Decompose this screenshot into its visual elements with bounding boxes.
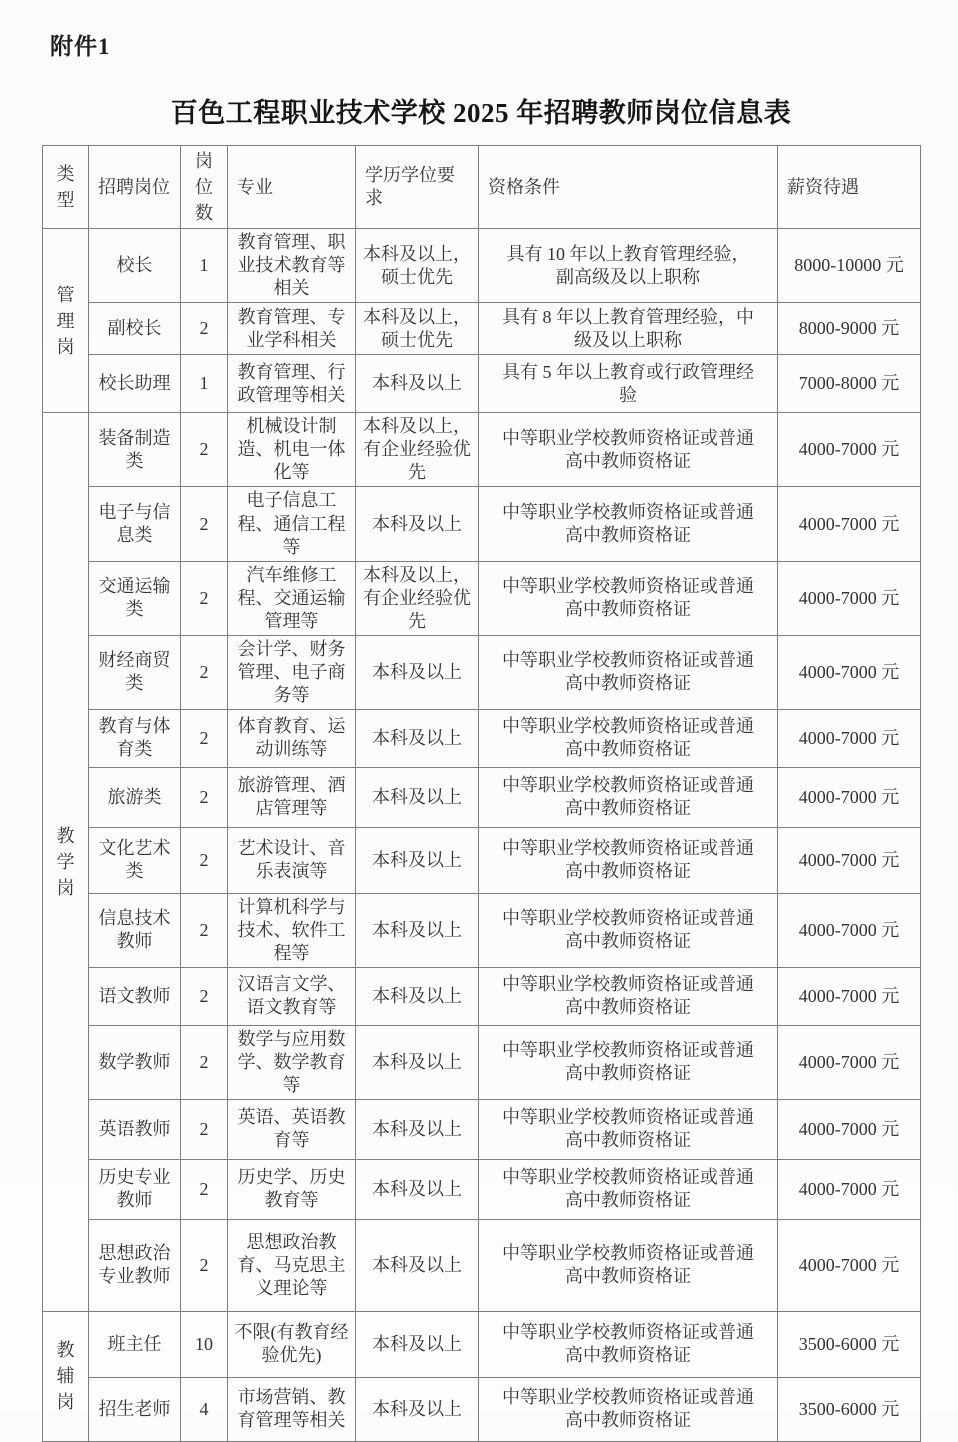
cell-degree: 本科及以上: [356, 967, 479, 1025]
cell-degree: 本科及以上: [356, 893, 479, 967]
cell-salary: 4000-7000 元: [778, 561, 921, 635]
cell-position: 数学教师: [89, 1025, 181, 1099]
cell-major: 会计学、财务管理、电子商务等: [228, 635, 356, 709]
cell-major: 不限(有教育经验优先): [228, 1311, 356, 1377]
group-label-management: 管理岗: [56, 284, 75, 357]
table-row: [43, 767, 921, 827]
cell-degree: 本科及以上: [356, 767, 479, 827]
cell-post-count: 1: [181, 355, 228, 413]
cell-major: 英语、英语教育等: [228, 1099, 356, 1159]
cell-qualification: 中等职业学校教师资格证或普通高中教师资格证: [479, 1025, 778, 1099]
group-label-teaching: 教学岗: [56, 826, 75, 899]
cell-post-count: 2: [181, 487, 228, 561]
cell-post-count: 2: [181, 413, 228, 487]
cell-position: 招生老师: [89, 1377, 181, 1441]
header-count: [181, 146, 228, 229]
header-type: [43, 146, 89, 229]
cell-major: 旅游管理、酒店管理等: [228, 767, 356, 827]
cell-salary: 4000-7000 元: [778, 1099, 921, 1159]
cell-degree: 本科及以上: [356, 635, 479, 709]
cell-position: 思想政治专业教师: [89, 1219, 181, 1311]
table-row: [43, 1025, 921, 1099]
cell-qualification: 中等职业学校教师资格证或普通高中教师资格证: [479, 561, 778, 635]
cell-post-count: 2: [181, 303, 228, 355]
group-cell-support: [43, 1311, 89, 1441]
table-row: [43, 1377, 921, 1441]
cell-salary: 4000-7000 元: [778, 709, 921, 767]
cell-qualification: 中等职业学校教师资格证或普通高中教师资格证: [479, 487, 778, 561]
cell-qualification: 中等职业学校教师资格证或普通高中教师资格证: [479, 767, 778, 827]
header-degree: 学历学位要求: [356, 146, 479, 229]
cell-qualification: 中等职业学校教师资格证或普通高中教师资格证: [479, 635, 778, 709]
cell-position: 副校长: [89, 303, 181, 355]
cell-salary: 8000-9000 元: [778, 303, 921, 355]
page-title: 百色工程职业技术学校 2025 年招聘教师岗位信息表: [170, 98, 792, 128]
cell-position: 校长助理: [89, 355, 181, 413]
cell-major: 机械设计制造、机电一体化等: [228, 413, 356, 487]
cell-qualification: 中等职业学校教师资格证或普通高中教师资格证: [479, 967, 778, 1025]
cell-salary: 4000-7000 元: [778, 413, 921, 487]
table-row: [43, 229, 921, 303]
table-row: [43, 561, 921, 635]
cell-major: 市场营销、教育管理等相关: [228, 1377, 356, 1441]
cell-post-count: 2: [181, 1219, 228, 1311]
group-cell-management: [43, 229, 89, 413]
cell-salary: 4000-7000 元: [778, 967, 921, 1025]
cell-major: 教育管理、专业学科相关: [228, 303, 356, 355]
cell-post-count: 4: [181, 1377, 228, 1441]
cell-degree: 本科及以上: [356, 1099, 479, 1159]
attachment-label: 附件1: [50, 34, 111, 59]
cell-major: 体育教育、运动训练等: [228, 709, 356, 767]
cell-position: 财经商贸类: [89, 635, 181, 709]
cell-position: 旅游类: [89, 767, 181, 827]
table-row: [43, 355, 921, 413]
cell-post-count: 2: [181, 1025, 228, 1099]
cell-qualification: 具有 10 年以上教育管理经验，副高级及以上职称: [479, 229, 778, 303]
cell-degree: 本科及以上: [356, 487, 479, 561]
cell-major: 汉语言文学、语文教育等: [228, 967, 356, 1025]
cell-degree: 本科及以上: [356, 1311, 479, 1377]
cell-position: 电子与信息类: [89, 487, 181, 561]
table-row: [43, 827, 921, 893]
group-cell-teaching: [43, 413, 89, 1312]
cell-degree: 本科及以上，有企业经验优先: [356, 413, 479, 487]
cell-degree: 本科及以上，硕士优先: [356, 303, 479, 355]
header-qualification: 资格条件: [479, 146, 778, 229]
cell-salary: 4000-7000 元: [778, 1219, 921, 1311]
cell-major: 电子信息工程、通信工程等: [228, 487, 356, 561]
table-row: [43, 1311, 921, 1377]
cell-post-count: 2: [181, 893, 228, 967]
cell-degree: 本科及以上: [356, 1219, 479, 1311]
cell-salary: 4000-7000 元: [778, 893, 921, 967]
cell-position: 文化艺术类: [89, 827, 181, 893]
cell-qualification: 中等职业学校教师资格证或普通高中教师资格证: [479, 1099, 778, 1159]
table-row: [43, 709, 921, 767]
table-row: [43, 1159, 921, 1219]
cell-position: 信息技术教师: [89, 893, 181, 967]
cell-qualification: 中等职业学校教师资格证或普通高中教师资格证: [479, 827, 778, 893]
cell-post-count: 10: [181, 1311, 228, 1377]
table-row: [43, 303, 921, 355]
cell-salary: 4000-7000 元: [778, 1025, 921, 1099]
cell-major: 艺术设计、音乐表演等: [228, 827, 356, 893]
table-row: [43, 413, 921, 487]
cell-salary: 4000-7000 元: [778, 767, 921, 827]
cell-position: 英语教师: [89, 1099, 181, 1159]
cell-degree: 本科及以上: [356, 1377, 479, 1441]
cell-salary: 4000-7000 元: [778, 1159, 921, 1219]
cell-major: 教育管理、职业技术教育等相关: [228, 229, 356, 303]
cell-post-count: 2: [181, 767, 228, 827]
cell-degree: 本科及以上，有企业经验优先: [356, 561, 479, 635]
table-row: [43, 1219, 921, 1311]
cell-qualification: 中等职业学校教师资格证或普通高中教师资格证: [479, 1311, 778, 1377]
job-info-table: [42, 145, 921, 1442]
cell-qualification: 中等职业学校教师资格证或普通高中教师资格证: [479, 1159, 778, 1219]
cell-position: 交通运输类: [89, 561, 181, 635]
cell-post-count: 2: [181, 1099, 228, 1159]
header-type-label: 类型: [56, 164, 75, 211]
cell-salary: 7000-8000 元: [778, 355, 921, 413]
cell-salary: 3500-6000 元: [778, 1311, 921, 1377]
cell-degree: 本科及以上: [356, 355, 479, 413]
cell-salary: 4000-7000 元: [778, 827, 921, 893]
header-salary: 薪资待遇: [778, 146, 921, 229]
cell-major: 思想政治教育、马克思主义理论等: [228, 1219, 356, 1311]
cell-degree: 本科及以上: [356, 827, 479, 893]
cell-post-count: 2: [181, 967, 228, 1025]
cell-qualification: 中等职业学校教师资格证或普通高中教师资格证: [479, 709, 778, 767]
cell-degree: 本科及以上: [356, 1159, 479, 1219]
cell-post-count: 2: [181, 635, 228, 709]
header-major: 专业: [228, 146, 356, 229]
cell-major: 汽车维修工程、交通运输管理等: [228, 561, 356, 635]
header-count-label: 岗位数: [195, 151, 213, 224]
cell-salary: 4000-7000 元: [778, 487, 921, 561]
cell-salary: 4000-7000 元: [778, 635, 921, 709]
cell-major: 教育管理、行政管理等相关: [228, 355, 356, 413]
cell-post-count: 2: [181, 1159, 228, 1219]
cell-qualification: 中等职业学校教师资格证或普通高中教师资格证: [479, 1377, 778, 1441]
cell-qualification: 中等职业学校教师资格证或普通高中教师资格证: [479, 1219, 778, 1311]
cell-salary: 8000-10000 元: [778, 229, 921, 303]
cell-major: 历史学、历史教育等: [228, 1159, 356, 1219]
cell-post-count: 2: [181, 561, 228, 635]
cell-position: 装备制造类: [89, 413, 181, 487]
cell-major: 计算机科学与技术、软件工程等: [228, 893, 356, 967]
header-position: 招聘岗位: [89, 146, 181, 229]
cell-post-count: 2: [181, 709, 228, 767]
cell-post-count: 1: [181, 229, 228, 303]
cell-position: 语文教师: [89, 967, 181, 1025]
cell-post-count: 2: [181, 827, 228, 893]
group-label-support: 教辅岗: [56, 1340, 75, 1413]
cell-degree: 本科及以上: [356, 1025, 479, 1099]
cell-qualification: 中等职业学校教师资格证或普通高中教师资格证: [479, 413, 778, 487]
cell-qualification: 具有 8 年以上教育管理经验，中级及以上职称: [479, 303, 778, 355]
table-header-row: [43, 146, 921, 229]
cell-degree: 本科及以上: [356, 709, 479, 767]
cell-salary: 3500-6000 元: [778, 1377, 921, 1441]
cell-major: 数学与应用数学、数学教育等: [228, 1025, 356, 1099]
cell-position: 校长: [89, 229, 181, 303]
cell-position: 班主任: [89, 1311, 181, 1377]
table-row: [43, 893, 921, 967]
cell-degree: 本科及以上，硕士优先: [356, 229, 479, 303]
cell-qualification: 具有 5 年以上教育或行政管理经验: [479, 355, 778, 413]
cell-position: 历史专业教师: [89, 1159, 181, 1219]
cell-position: 教育与体育类: [89, 709, 181, 767]
table-row: [43, 967, 921, 1025]
table-row: [43, 1099, 921, 1159]
cell-qualification: 中等职业学校教师资格证或普通高中教师资格证: [479, 893, 778, 967]
table-row: [43, 635, 921, 709]
table-row: [43, 487, 921, 561]
